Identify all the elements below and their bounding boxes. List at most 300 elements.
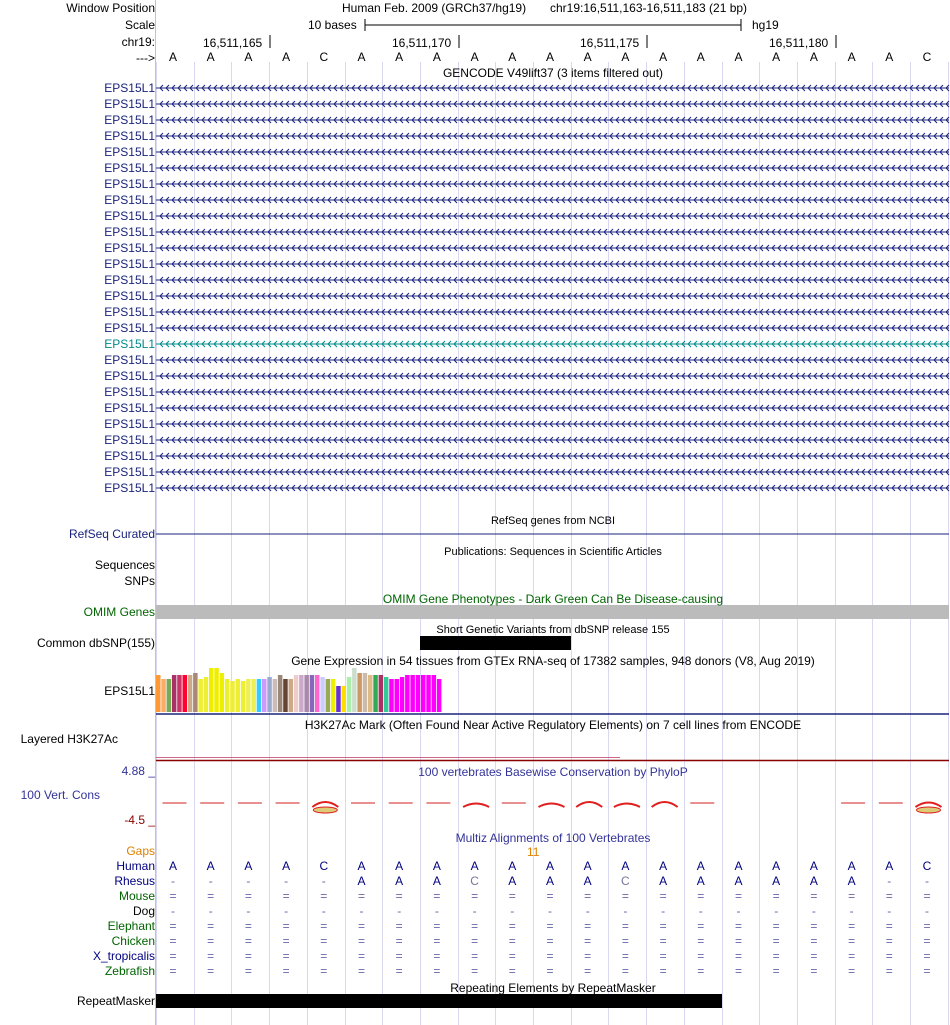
gencode-gene-label[interactable]: EPS15L1 — [104, 145, 155, 159]
dbsnp-label[interactable]: Common dbSNP(155) — [36, 636, 155, 650]
phylop-title: 100 vertebrates Basewise Conservation by PhyloP — [418, 765, 688, 779]
gtex-bar — [304, 675, 309, 712]
alignment-cell: = — [772, 964, 780, 978]
base-letter: A — [432, 50, 441, 64]
alignment-cell: = — [433, 964, 441, 978]
h3k27ac-title: H3K27Ac Mark (Often Found Near Active Regulatory Elements) on 7 cell lines from ENCODE — [304, 718, 802, 732]
alignment-cell: = — [621, 934, 629, 948]
alignment-cell: = — [395, 934, 403, 948]
alignment-cell: = — [207, 919, 215, 933]
species-label[interactable]: X_tropicalis — [92, 949, 155, 963]
alignment-cell: = — [320, 889, 328, 903]
gtex-bar — [368, 675, 373, 712]
alignment-cell: = — [169, 934, 177, 948]
base-letter: A — [696, 50, 705, 64]
alignment-cell: - — [284, 874, 289, 888]
gencode-gene-label[interactable]: EPS15L1 — [104, 193, 155, 207]
gtex-bar — [389, 679, 394, 712]
tick-label: 16,511,165 — [203, 36, 263, 50]
alignment-cell: A — [809, 859, 818, 873]
alignment-cell: = — [848, 949, 856, 963]
alignment-cell: = — [169, 919, 177, 933]
alignment-cell: = — [169, 889, 177, 903]
alignment-cell: = — [395, 949, 403, 963]
alignment-cell: = — [546, 949, 554, 963]
alignment-cell: = — [357, 949, 365, 963]
alignment-cell: = — [433, 934, 441, 948]
alignment-cell: = — [584, 949, 592, 963]
phylop-peak — [916, 803, 942, 808]
base-letter: A — [583, 50, 592, 64]
gtex-bar — [209, 668, 214, 712]
gtex-bar — [405, 675, 410, 712]
gencode-gene-label[interactable]: EPS15L1 — [104, 209, 155, 223]
alignment-cell: = — [772, 949, 780, 963]
scale-bases-text: 10 bases — [308, 18, 357, 32]
alignment-cell: - — [208, 874, 213, 888]
alignment-cell: = — [810, 934, 818, 948]
alignment-cell: A — [583, 874, 592, 888]
gtex-bar — [230, 681, 235, 712]
h3k27ac-label[interactable]: Layered H3K27Ac — [20, 732, 118, 746]
tick-label: 16,511,180 — [769, 36, 829, 50]
alignment-cell: = — [207, 934, 215, 948]
alignment-cell: A — [206, 859, 215, 873]
alignment-cell: = — [734, 964, 742, 978]
phylop-peak — [312, 802, 338, 807]
snps-label[interactable]: SNPs — [124, 574, 155, 588]
gencode-gene-label[interactable]: EPS15L1 — [104, 337, 155, 351]
alignment-cell: = — [923, 934, 931, 948]
repeatmasker-label[interactable]: RepeatMasker — [76, 994, 155, 1008]
species-label[interactable]: Rhesus — [114, 874, 155, 888]
alignment-cell: = — [734, 889, 742, 903]
scale-label: Scale — [124, 18, 155, 32]
base-letter: A — [885, 50, 894, 64]
gtex-bar — [251, 679, 256, 712]
alignment-cell: - — [246, 874, 251, 888]
base-letter: A — [244, 50, 253, 64]
alignment-cell: = — [810, 949, 818, 963]
alignment-cell: = — [659, 934, 667, 948]
alignment-cell: = — [207, 964, 215, 978]
alignment-cell: = — [621, 964, 629, 978]
alignment-cell: = — [885, 919, 893, 933]
alignment-cell: = — [772, 919, 780, 933]
gencode-gene-label[interactable]: EPS15L1 — [104, 433, 155, 447]
gtex-bar — [326, 679, 331, 712]
alignment-cell: = — [471, 949, 479, 963]
alignment-cell: - — [887, 874, 892, 888]
alignment-cell: = — [207, 889, 215, 903]
alignment-cell: = — [433, 889, 441, 903]
alignment-cell: = — [584, 964, 592, 978]
alignment-cell: = — [810, 889, 818, 903]
alignment-cell: = — [810, 919, 818, 933]
species-label[interactable]: Dog — [132, 904, 155, 918]
species-label[interactable]: Mouse — [118, 889, 155, 903]
alignment-cell: A — [772, 874, 781, 888]
alignment-cell: = — [659, 949, 667, 963]
alignment-cell: A — [432, 859, 441, 873]
gencode-gene-label[interactable]: EPS15L1 — [104, 289, 155, 303]
alignment-cell: A — [659, 874, 668, 888]
base-letter: A — [168, 50, 177, 64]
alignment-cell: = — [282, 919, 290, 933]
tick-label: 16,511,170 — [392, 36, 452, 50]
gtex-bar — [161, 679, 166, 712]
alignment-cell: = — [282, 934, 290, 948]
alignment-cell: A — [357, 874, 366, 888]
species-label[interactable]: Elephant — [107, 919, 155, 933]
alignment-cell: A — [885, 859, 894, 873]
alignment-cell: A — [168, 859, 177, 873]
gtex-bar — [278, 675, 283, 712]
alignment-cell: = — [885, 889, 893, 903]
alignment-cell: = — [885, 934, 893, 948]
gtex-bar — [437, 679, 442, 712]
gencode-gene-label[interactable]: EPS15L1 — [104, 401, 155, 415]
omim-title: OMIM Gene Phenotypes - Dark Green Can Be Disease-causing — [382, 592, 724, 606]
alignment-cell: A — [696, 874, 705, 888]
alignment-cell: - — [171, 904, 175, 918]
alignment-cell: = — [357, 934, 365, 948]
phylop-peak — [463, 804, 489, 808]
alignment-cell: = — [244, 964, 252, 978]
gtex-bar — [214, 668, 219, 712]
alignment-cell: = — [659, 964, 667, 978]
alignment-cell: C — [470, 874, 479, 888]
alignment-cell: C — [319, 859, 329, 873]
alignment-cell: = — [584, 889, 592, 903]
gencode-gene-label[interactable]: EPS15L1 — [104, 113, 155, 127]
alignment-cell: = — [848, 934, 856, 948]
gtex-bar — [379, 675, 384, 712]
alignment-cell: = — [282, 889, 290, 903]
base-letter: A — [206, 50, 215, 64]
base-letter: A — [470, 50, 479, 64]
gtex-bar — [352, 668, 357, 712]
species-label[interactable]: Zebrafish — [104, 964, 155, 978]
base-letter: A — [357, 50, 366, 64]
gtex-bar — [177, 675, 182, 712]
gencode-gene-label[interactable]: EPS15L1 — [104, 241, 155, 255]
gtex-bar — [262, 679, 267, 712]
alignment-cell: = — [697, 949, 705, 963]
cons-min-label: -4.5 _ — [124, 813, 155, 827]
alignment-cell: = — [471, 889, 479, 903]
species-label[interactable]: Human — [116, 859, 155, 873]
base-letter: A — [282, 50, 291, 64]
gtex-bar — [421, 675, 426, 712]
gtex-bar — [294, 675, 299, 712]
gtex-bar — [273, 679, 278, 712]
chrom-label: chr19: — [121, 35, 155, 49]
phylop-peak — [652, 802, 678, 807]
left-label-panel — [0, 0, 155, 1025]
alignment-cell: = — [395, 964, 403, 978]
alignment-cell: C — [621, 874, 630, 888]
base-letter: C — [319, 50, 329, 64]
alignment-cell: = — [734, 949, 742, 963]
gtex-bar — [299, 675, 304, 712]
gtex-bar — [342, 686, 347, 712]
base-letter: C — [922, 50, 932, 64]
alignment-cell: = — [810, 964, 818, 978]
alignment-cell: - — [434, 904, 439, 918]
alignment-cell: A — [734, 874, 743, 888]
alignment-cell: = — [320, 949, 328, 963]
gencode-gene-label[interactable]: EPS15L1 — [104, 225, 155, 239]
gaps-label: Gaps — [126, 844, 155, 858]
alignment-cell: = — [584, 934, 592, 948]
gtex-bar — [426, 675, 431, 712]
alignment-cell: = — [320, 934, 328, 948]
alignment-cell: C — [922, 859, 932, 873]
alignment-cell: = — [697, 934, 705, 948]
gencode-gene-label[interactable]: EPS15L1 — [104, 481, 155, 495]
alignment-cell: = — [244, 919, 252, 933]
base-letter: A — [621, 50, 630, 64]
omim-label[interactable]: OMIM Genes — [83, 605, 155, 619]
gtex-bar — [289, 679, 294, 712]
alignment-cell: - — [472, 904, 477, 918]
gencode-title: GENCODE V49lift37 (3 items filtered out) — [442, 66, 664, 80]
gencode-gene-label[interactable]: EPS15L1 — [104, 97, 155, 111]
alignment-cell: A — [734, 859, 743, 873]
refseq-label[interactable]: RefSeq Curated — [68, 527, 155, 541]
gencode-gene-label[interactable]: EPS15L1 — [104, 305, 155, 319]
alignment-cell: - — [925, 874, 929, 888]
gtex-bar — [432, 675, 437, 712]
label-separator — [155, 0, 156, 1025]
repeat-title: Repeating Elements by RepeatMasker — [450, 981, 656, 995]
strand-label: ---> — [136, 51, 155, 65]
alignment-cell: - — [171, 874, 175, 888]
alignment-cell: A — [621, 859, 630, 873]
alignment-cell: - — [698, 904, 703, 918]
gtex-bar — [172, 675, 177, 712]
alignment-cell: = — [772, 889, 780, 903]
alignment-cell: = — [395, 919, 403, 933]
alignment-cell: = — [772, 934, 780, 948]
alignment-cell: - — [321, 874, 326, 888]
alignment-cell: = — [546, 889, 554, 903]
alignment-cell: = — [848, 919, 856, 933]
gtex-bar — [416, 675, 421, 712]
alignment-cell: = — [923, 949, 931, 963]
gtex-bar — [236, 679, 241, 712]
gencode-gene-label[interactable]: EPS15L1 — [104, 257, 155, 271]
gencode-gene-label[interactable]: EPS15L1 — [104, 417, 155, 431]
alignment-cell: = — [697, 964, 705, 978]
alignment-cell: = — [584, 919, 592, 933]
alignment-cell: = — [169, 964, 177, 978]
alignment-cell: = — [508, 964, 516, 978]
alignment-cell: = — [659, 889, 667, 903]
alignment-cell: - — [774, 904, 779, 918]
refseq-title: RefSeq genes from NCBI — [490, 515, 616, 527]
gtex-bar — [183, 675, 188, 712]
base-letter: A — [809, 50, 818, 64]
alignment-cell: A — [659, 859, 668, 873]
gtex-bar — [400, 677, 405, 712]
gtex-bar — [246, 679, 251, 712]
alignment-cell: = — [848, 964, 856, 978]
repeatmasker-bar — [156, 994, 722, 1008]
alignment-cell: - — [585, 904, 590, 918]
tick-label: 16,511,175 — [580, 36, 640, 50]
alignment-cell: - — [359, 904, 364, 918]
alignment-cell: A — [282, 859, 291, 873]
base-letter: A — [734, 50, 743, 64]
alignment-cell: = — [923, 919, 931, 933]
alignment-cell: A — [847, 859, 856, 873]
alignment-cell: = — [508, 934, 516, 948]
alignment-cell: = — [546, 934, 554, 948]
gtex-bar — [395, 679, 400, 712]
alignment-cell: - — [661, 904, 666, 918]
sequences-label[interactable]: Sequences — [94, 558, 155, 572]
alignment-cell: - — [736, 904, 741, 918]
gencode-gene-label[interactable]: EPS15L1 — [104, 449, 155, 463]
dbsnp-bar — [420, 636, 571, 650]
alignment-cell: = — [357, 919, 365, 933]
gtex-bar — [357, 673, 362, 712]
alignment-cell: = — [923, 889, 931, 903]
base-letter: A — [772, 50, 781, 64]
gtex-title: Gene Expression in 54 tissues from GTEx RNA-seq of 17382 samples, 948 donors (V8, Aug 2019) — [291, 654, 815, 668]
alignment-cell: = — [357, 889, 365, 903]
alignment-cell: = — [885, 964, 893, 978]
gencode-gene-label[interactable]: EPS15L1 — [104, 321, 155, 335]
gtex-bar — [156, 675, 161, 712]
gencode-gene-label[interactable]: EPS15L1 — [104, 273, 155, 287]
phylop-peak — [614, 804, 640, 808]
gtex-bar — [283, 679, 288, 712]
gencode-gene-label[interactable]: EPS15L1 — [104, 385, 155, 399]
alignment-cell: A — [545, 859, 554, 873]
alignment-cell: = — [546, 964, 554, 978]
alignment-cell: = — [320, 919, 328, 933]
gtex-bar — [188, 675, 193, 712]
alignment-cell: A — [244, 859, 253, 873]
gencode-gene-label[interactable]: EPS15L1 — [104, 353, 155, 367]
alignment-cell: = — [282, 949, 290, 963]
alignment-cell: - — [811, 904, 816, 918]
base-letter: A — [545, 50, 554, 64]
alignment-cell: = — [320, 964, 328, 978]
window-position-label: Window Position — [66, 1, 155, 15]
alignment-cell: = — [282, 964, 290, 978]
alignment-cell: = — [471, 934, 479, 948]
alignment-cell: = — [244, 889, 252, 903]
gencode-gene-label[interactable]: EPS15L1 — [104, 161, 155, 175]
alignment-cell: - — [925, 904, 929, 918]
alignment-cell: = — [621, 889, 629, 903]
alignment-cell: = — [471, 964, 479, 978]
gtex-bar — [167, 679, 172, 712]
gtex-bar — [310, 675, 315, 712]
gencode-gene-label[interactable]: EPS15L1 — [104, 369, 155, 383]
alignment-cell: A — [583, 859, 592, 873]
gtex-gene-label[interactable]: EPS15L1 — [104, 684, 155, 698]
gtex-bar — [331, 679, 336, 712]
alignment-cell: = — [885, 949, 893, 963]
alignment-cell: - — [548, 904, 552, 918]
phylop-peak — [539, 804, 565, 808]
base-letter: A — [659, 50, 668, 64]
scale-db-text: hg19 — [752, 18, 779, 32]
pubs-title: Publications: Sequences in Scientific Articles — [444, 546, 662, 558]
gtex-bar — [384, 677, 389, 712]
gtex-bar — [373, 675, 378, 712]
alignment-cell: = — [697, 889, 705, 903]
alignment-cell: = — [508, 919, 516, 933]
gtex-bar — [363, 673, 368, 712]
alignment-cell: A — [847, 874, 856, 888]
assembly-text: Human Feb. 2009 (GRCh37/hg19) — [342, 1, 527, 15]
cons-track-label[interactable]: 100 Vert. Cons — [20, 788, 100, 802]
alignment-cell: = — [508, 889, 516, 903]
alignment-cell: = — [395, 889, 403, 903]
alignment-cell: A — [395, 859, 404, 873]
alignment-cell: A — [545, 874, 554, 888]
gencode-gene-label[interactable]: EPS15L1 — [104, 177, 155, 191]
gaps-value: 11 — [527, 845, 540, 859]
alignment-cell: = — [207, 949, 215, 963]
phylop-mark — [917, 807, 941, 813]
alignment-cell: = — [169, 949, 177, 963]
gtex-bar — [220, 673, 225, 712]
alignment-cell: = — [433, 919, 441, 933]
species-label[interactable]: Chicken — [111, 934, 155, 948]
alignment-cell: - — [246, 904, 251, 918]
gtex-bar — [257, 679, 262, 712]
alignment-cell: = — [659, 919, 667, 933]
alignment-cell: A — [508, 874, 517, 888]
alignment-cell: A — [809, 874, 818, 888]
gencode-gene-label[interactable]: EPS15L1 — [104, 465, 155, 479]
gtex-bar — [267, 677, 272, 712]
gtex-bar — [204, 677, 209, 712]
alignment-cell: A — [432, 874, 441, 888]
alignment-cell: = — [546, 919, 554, 933]
alignment-cell: = — [734, 934, 742, 948]
base-letter: A — [395, 50, 404, 64]
alignment-cell: - — [623, 904, 628, 918]
alignment-cell: = — [734, 919, 742, 933]
alignment-cell: - — [208, 904, 213, 918]
position-text: chr19:16,511,163-16,511,183 (21 bp) — [550, 1, 748, 15]
alignment-cell: = — [433, 949, 441, 963]
base-letter: A — [847, 50, 856, 64]
gtex-bar — [347, 677, 352, 712]
alignment-cell: A — [357, 859, 366, 873]
alignment-cell: - — [887, 904, 892, 918]
gtex-bar — [315, 675, 320, 712]
gtex-bar — [241, 681, 246, 712]
alignment-cell: = — [697, 919, 705, 933]
alignment-cell: - — [321, 904, 326, 918]
multiz-title: Multiz Alignments of 100 Vertebrates — [455, 831, 651, 845]
alignment-cell: - — [284, 904, 289, 918]
alignment-cell: = — [244, 934, 252, 948]
gencode-gene-label[interactable]: EPS15L1 — [104, 81, 155, 95]
alignment-cell: = — [357, 964, 365, 978]
gencode-gene-label[interactable]: EPS15L1 — [104, 129, 155, 143]
alignment-cell: = — [244, 949, 252, 963]
